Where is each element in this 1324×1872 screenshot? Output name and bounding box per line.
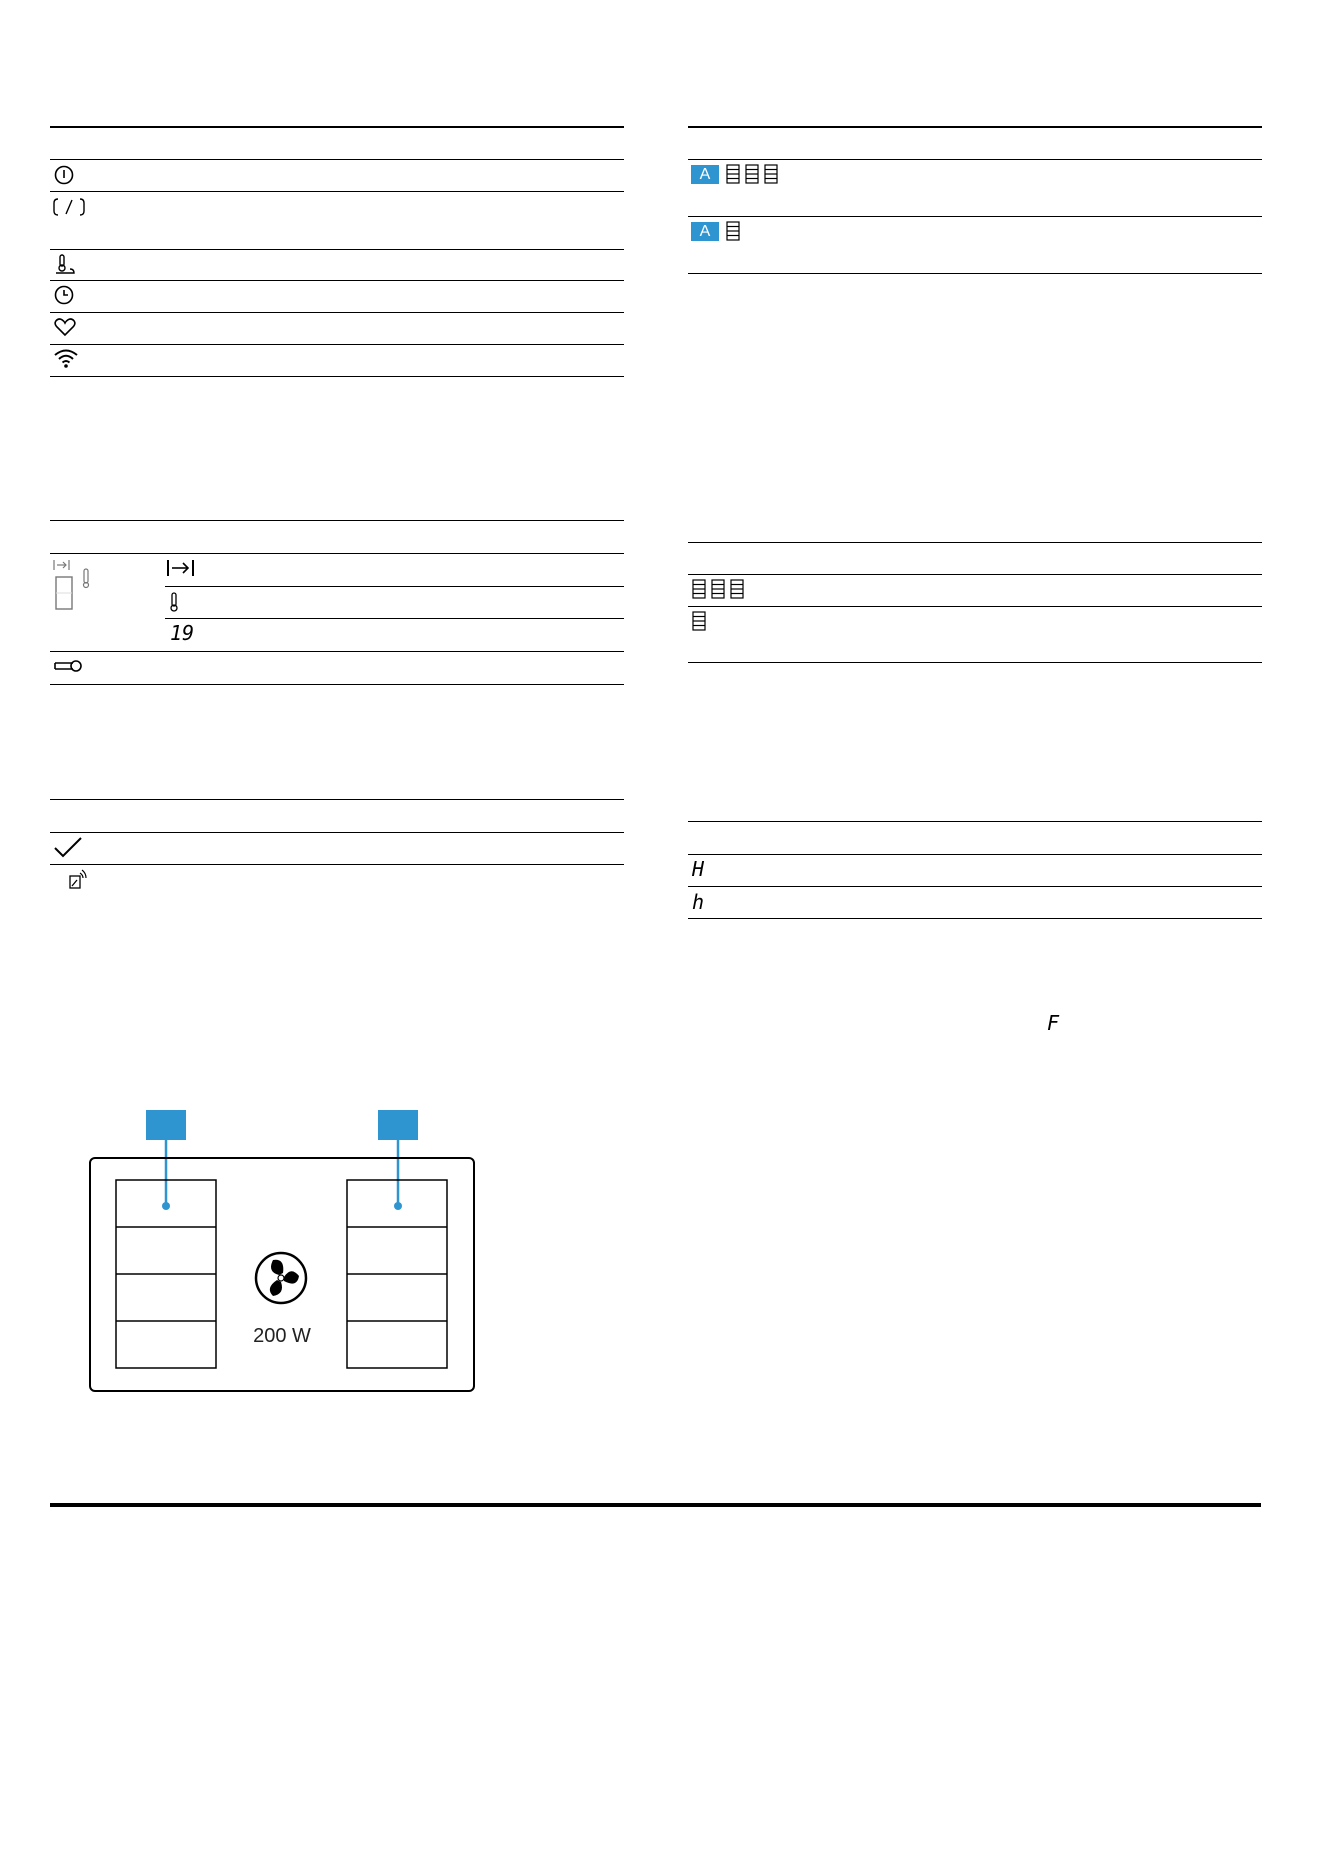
auto-level-1-indicator [691,221,741,241]
auto-badge: A [691,222,719,241]
heart-icon [53,316,77,338]
checkmark-icon [53,835,83,861]
fan-icon [256,1253,306,1303]
auto-badge: A [691,165,719,184]
cooking-zone-right [347,1180,447,1368]
display-preview-icon [52,557,92,613]
wifi-icon [53,347,79,369]
meat-probe-icon [53,253,77,277]
key-icon [53,656,83,676]
segment-display-19 [170,623,194,643]
thermometer-icon [168,591,180,613]
clock-icon [53,284,75,306]
left-table-3 [50,799,624,899]
power-icon [53,164,75,186]
residual-heat-high-indicator [692,859,704,879]
callout-marker-right [378,1110,418,1140]
cooking-zone-left [116,1180,216,1368]
left-table-2 [50,520,624,688]
cooktop-frame [90,1158,474,1391]
auto-level-3-indicator [691,164,781,184]
page-footer-rule [50,1503,1261,1507]
segment-value: h [692,890,705,914]
callout-dot-right [394,1202,402,1210]
segment-value: 19 [170,621,195,645]
left-table-1 [50,126,624,378]
callout-marker-left [146,1110,186,1140]
bracket-slash-icon [52,197,86,217]
heat-level-bar-icon [691,611,707,631]
residual-heat-low-indicator [692,892,704,912]
callout-dot-left [162,1202,170,1210]
segment-value: F [1047,1011,1060,1035]
right-table-1 [688,126,1262,276]
heat-level-bars-icon [691,579,747,599]
segment-letter-f [1047,1013,1059,1033]
segment-value: H [692,857,705,881]
right-table-3 [688,821,1262,921]
door-signal-icon [68,869,88,891]
power-label: 200 W [253,1325,311,1347]
arrow-to-bar-icon [166,558,196,578]
right-table-2 [688,542,1262,664]
